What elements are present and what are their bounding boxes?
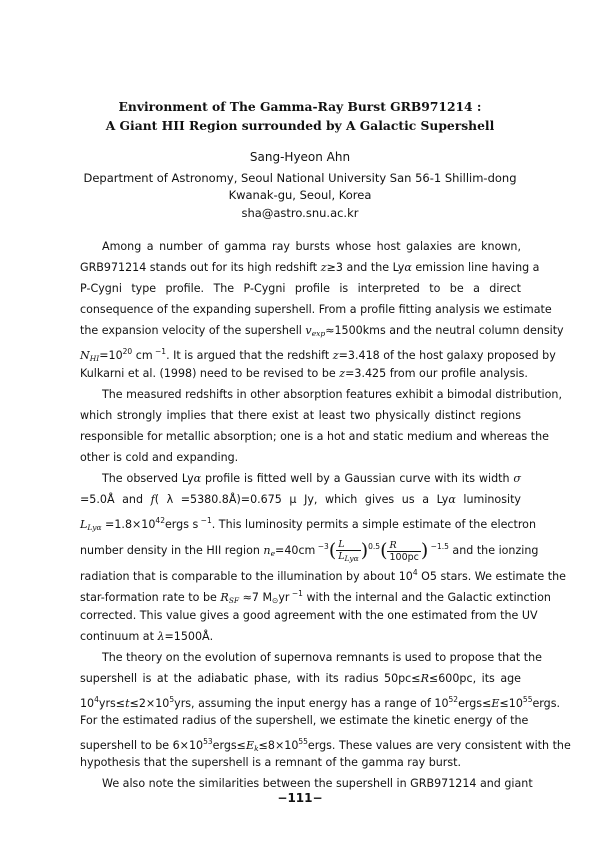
paragraph-4-line: The theory on the evolution of supernova remnants is used to propose that the (102, 650, 543, 664)
page-number: −111− (277, 791, 323, 805)
paragraph-4-line: For the estimated radius of the supershell, we estimate the kinetic energy of the (80, 713, 529, 727)
paragraph-2-line: other is cold and expanding. (80, 450, 239, 464)
affiliation-line-1: Department of Astronomy, Seoul National University San 56-1 Shillim-dong (83, 171, 517, 185)
paragraph-3-line: radiation that is comparable to the illumination by about $10^4$ O5 stars. We estimate the (80, 568, 566, 584)
paragraph-3-line: =5.0Å and f( λ =5380.8Å)=0.675 μ Jy, which gives us a Lyα luminosity (80, 493, 521, 507)
paragraph-5-line: We also note the similarities between the supershell in GRB971214 and giant (102, 777, 533, 791)
author-email: sha@astro.snu.ac.kr (241, 206, 359, 220)
affiliation-line-2: Kwanak-gu, Seoul, Korea (228, 188, 372, 202)
paragraph-1-line: Among a number of gamma ray bursts whose host galaxies are known, (102, 240, 521, 253)
luminosity-fraction: $\frac{L}{L_{Ly\alpha}}$ (338, 538, 359, 563)
title-line-1: Environment of The Gamma-Ray Burst GRB971214 : (118, 99, 482, 114)
abstract-body (80, 236, 571, 794)
paragraph-3-line: The observed Lyα profile is fitted well by a Gaussian curve with its width σ (102, 472, 521, 486)
paragraph-4-line: hypothesis that the supershell is a remnant of the gamma ray burst. (80, 756, 462, 770)
paragraph-1-line: GRB971214 stands out for its high redshift z≥3 and the Lyα emission line having a (80, 261, 540, 275)
paragraph-2-line: The measured redshifts in other absorption features exhibit a bimodal distribution, (102, 387, 562, 401)
paragraph-4-line: $10^4yrs\le t\le 2\times 10^5yrs$, assuming the input energy has a range of $10^{52}ergs\le E\le 10^{55}ergs$. (80, 694, 561, 710)
paragraph-1-line: $N_{HI}=10^{20}$ cm $^{-1}$. It is argued that the redshift z=3.418 of the host galaxy proposed by (80, 347, 556, 364)
radius-fraction: $\frac{R}{100pc}$ (389, 539, 419, 563)
paragraph-3-line: continuum at λ=1500Å. (80, 629, 214, 643)
paragraph-2-line: responsible for metallic absorption; one is a hot and static medium and whereas the (80, 429, 549, 443)
paragraph-3-line: $L_{Ly\alpha}$ $=1.8\times 10^{42}ergs$ s $^{-1}$. This luminosity permits a simple estimate of the electron (80, 516, 536, 533)
paragraph-4-line: supershell is at the adiabatic phase, with its radius 50pc≤R≤600pc, its age (80, 671, 521, 685)
title-line-2: A Giant HII Region surrounded by A Galactic Supershell (105, 118, 495, 133)
paragraph-1-line: Kulkarni et al. (1998) need to be revised to be z=3.425 from our profile analysis. (80, 366, 528, 380)
paragraph-2-line: which strongly implies that there exist at least two physically distinct regions (80, 408, 521, 422)
paragraph-1-line: P-Cygni type profile. The P-Cygni profile is interpreted to be a direct (80, 282, 521, 296)
paragraph-1-line: the expansion velocity of the supershell $v_{exp}\approx 1500kms$ and the neutral column density (80, 324, 564, 339)
paragraph-3-line: star-formation rate to be $R_{SF} \approx 7$ $M_⊙yr$ $^{-1}$ with the internal and the Galactic extinction (80, 589, 551, 606)
author-name: Sang-Hyeon Ahn (249, 150, 351, 164)
paragraph-3-equation-line: number density in the HII region $n_e=40cm$ $^{-3}$( $\frac{L}{L_{Ly\alpha}}$ )$^{0.5}$( $\frac{R}{100pc}$ ) $^{-1.5}$ and the ionzing (80, 538, 539, 563)
paragraph-1-line: consequence of the expanding supershell. From a profile fitting analysis we estimate (80, 303, 552, 317)
paragraph-3-line: corrected. This value gives a good agreement with the one estimated from the UV (80, 608, 538, 622)
paragraph-4-line: supershell to be $6\times 10^{53}ergs\le E_k\le 8\times 10^{55}ergs$. These values are very consistent with the (80, 737, 571, 754)
